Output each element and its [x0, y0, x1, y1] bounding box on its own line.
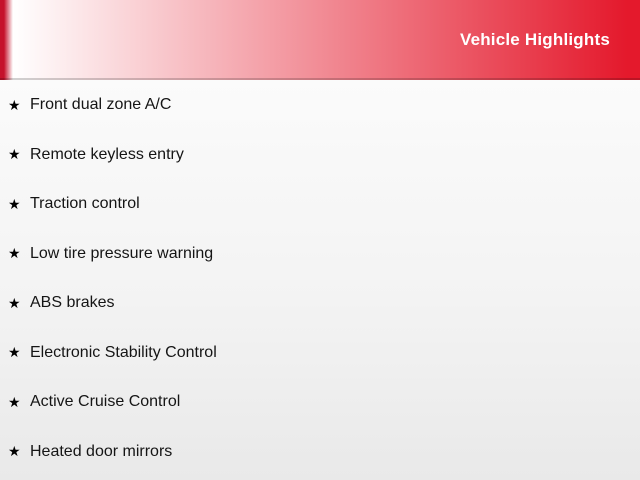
star-icon: ★ — [8, 96, 21, 113]
list-item — [0, 328, 640, 378]
feature-label: ABS brakes — [30, 294, 115, 312]
star-icon: ★ — [8, 393, 21, 410]
page-title: Vehicle Highlights — [459, 30, 610, 49]
feature-label: Front dual zone A/C — [30, 96, 172, 114]
star-icon: ★ — [8, 443, 21, 460]
list-item — [0, 130, 640, 180]
feature-label: Traction control — [30, 195, 140, 213]
list-item — [0, 80, 640, 130]
list-item — [0, 229, 640, 279]
feature-list — [0, 80, 640, 480]
list-item — [0, 427, 640, 477]
header-banner — [0, 0, 640, 80]
star-icon: ★ — [8, 146, 21, 163]
feature-label: Active Cruise Control — [30, 393, 181, 411]
feature-label: Electronic Stability Control — [30, 343, 217, 361]
star-icon: ★ — [8, 294, 21, 311]
feature-label: Low tire pressure warning — [30, 244, 214, 262]
list-item — [0, 377, 640, 427]
feature-label: Heated door mirrors — [30, 442, 173, 460]
star-icon: ★ — [8, 245, 21, 262]
list-item — [0, 278, 640, 328]
feature-label: Remote keyless entry — [30, 145, 184, 163]
star-icon: ★ — [8, 344, 21, 361]
list-item — [0, 179, 640, 229]
star-icon: ★ — [8, 195, 21, 212]
